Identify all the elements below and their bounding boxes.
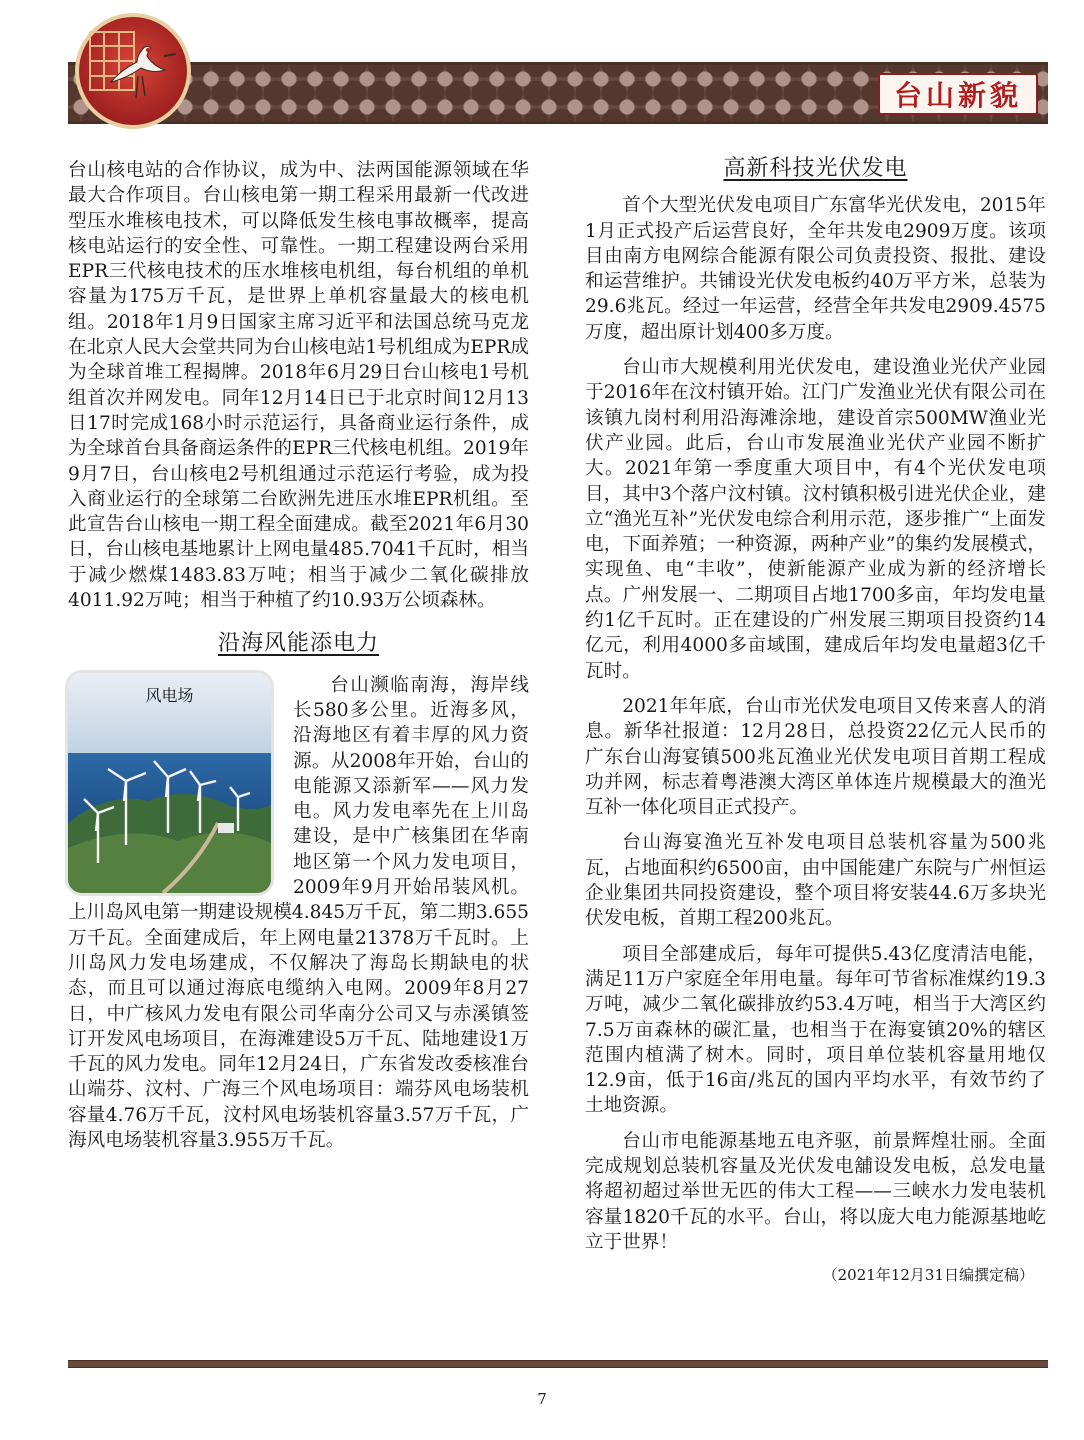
right-paragraph-6: 台山市电能源基地五电齐驱，前景辉煌壮丽。全面完成规划总装机容量及光伏发电舖设发电板，总发电量将超初超过举世无匹的伟大工程——三峡水力发电装机容量1820千瓦的水平。台山，将以庞大电力能源基地屹立于世界！: [585, 1130, 1046, 1253]
section-title-solar: 高新科技光伏发电: [723, 156, 908, 181]
footer-rule: [68, 1360, 1048, 1368]
page-number: 7: [537, 1390, 547, 1408]
right-column: [585, 158, 1046, 1288]
right-paragraph-3: 2021年年底，台山市光伏发电项目又传来喜人的消息。新华社报道：12月28日，总投资22亿元人民币的广东台山海宴镇500兆瓦渔业光伏发电项目首期工程成功并网，标志着粤港澳大湾区单体连片规模最大的渔光互补一体化项目正式投产。: [585, 695, 1046, 819]
section-title-wind: 沿海风能添电力: [217, 631, 379, 657]
right-paragraph-4: 台山海宴渔光互补发电项目总装机容量为500兆瓦，占地面积约6500亩，由中国能建广东院与广州恒运企业集团共同投资建设，整个项目将安装44.6万多块光伏发电板，首期工程200兆瓦。: [585, 832, 1046, 930]
wind-farm-photo: [68, 673, 271, 893]
header-title: 台山新貌: [893, 79, 1022, 112]
crane-emblem-icon: [72, 10, 194, 132]
left-paragraph-2: 台山濒临南海，海岸线长580多公里。近海多风，沿海地区有着丰厚的风力资源。从2008年开始，台山的电能源又添新军——风力发电。风力发电率先在上川岛建设，是中广核集团在华南地区第一个风力发电项目，2009年9月开始吊装风机。上川岛风电第一期建设规模4.845万千瓦，第二期3.655万千瓦。全面建成后，年上网电量21378万千瓦时。上川岛风力发电场建成，不仅解决了海岛长期缺电的状态，而且可以通过海底电缆纳入电网。2009年8月27日，中广核风力发电有限公司华南分公司又与赤溪镇签订开发风电场项目，在海滩建设5万千瓦、陆地建设1万千瓦的风力发电。同年12月24日，广东省发改委核准台山端芬、汶村、广海三个风电场项目：端芬风电场装机容量4.76万千瓦，汶村风电场装机容量3.57万千瓦，广海风电场装机容量3.955万千瓦。: [68, 674, 529, 1151]
left-column: [68, 158, 529, 1153]
title-plate: [878, 73, 1038, 115]
photo-caption: 风电场: [145, 685, 194, 705]
left-paragraph-1: 台山核电站的合作协议，成为中、法两国能源领域在华最大合作项目。台山核电第一期工程采用最新一代改进型压水堆核电技术，可以降低发生核电事故概率，提高核电站运行的安全性、可靠性。一期工程建设两台采用EPR三代核电技术的压水堆核电机组，每台机组的单机容量为175万千瓦，是世界上单机容量最大的核电机组。2018年1月9日国家主席习近平和法国总统马克龙在北京人民大会堂共同为台山核电站1号机组成为EPR成为全球首堆工程揭牌。2018年6月29日台山核电1号机组首次并网发电。同年12月14日已于北京时间12月13日17时完成168小时示范运行，具备商业运行条件，成为全球首台具备商运条件的EPR三代核电机组。2019年9月7日，台山核电2号机组通过示范运行考验，成为投入商业运行的全球第二台欧洲先进压水堆EPR机组。至此宣告台山核电一期工程全面建成。截至2021年6月30日，台山核电基地累计上网电量485.7041千瓦时，相当于减少燃煤1483.83万吨；相当于减少二氧化碳排放4011.92万吨；相当于种植了约10.93万公顷森林。: [68, 160, 529, 612]
header-band: [68, 62, 1048, 124]
right-paragraph-2: 台山市大规模利用光伏发电，建设渔业光伏产业园于2016年在汶村镇开始。江门广发渔业光伏有限公司在该镇九岗村利用沿海滩涂地，建设首宗500MW渔业光伏产业园。此后，台山市发展渔业光伏产业园不断扩大。2021年第一季度重大项目中，有4个光伏发电项目，其中3个落户汶村镇。汶村镇积极引进光伏企业，建立“渔光互补”光伏发电综合利用示范，逐步推广“上面发电，下面养殖；一种资源，两种产业”的集约发展模式，实现鱼、电“丰收”，使新能源产业成为新的经济增长点。广州发展一、二期项目占地1700多亩，年均发电量约1亿千瓦时。正在建设的广州发展三期项目投资约14亿元，利用4000多亩域围，建成后年均发电量超3亿千瓦时。: [585, 357, 1046, 682]
dated-note: （2021年12月31日编撰定稿）: [822, 1266, 1034, 1285]
right-paragraph-5: 项目全部建成后，每年可提供5.43亿度清洁电能，满足11万户家庭全年用电量。每年可节省标准煤约19.3万吨，减少二氧化碳排放约53.4万吨，相当于大湾区约7.5万亩森林的碳汇量，也相当于在海宴镇20%的辖区范围内植满了树木。同时，项目单位装机容量用地仅12.9亩，低于16亩/兆瓦的国内平均水平，有效节约了土地资源。: [585, 943, 1046, 1117]
right-paragraph-1: 首个大型光伏发电项目广东富华光伏发电，2015年1月正式投产后运营良好，全年共发电2909万度。该项目由南方电网综合能源有限公司负责投资、报批、建设和运营维护。共铺设光伏发电板约40万平方米，总装为29.6兆瓦。经过一年运营，经营全年共发电2909.4575万度，超出原计划400多万度。: [585, 195, 1046, 343]
